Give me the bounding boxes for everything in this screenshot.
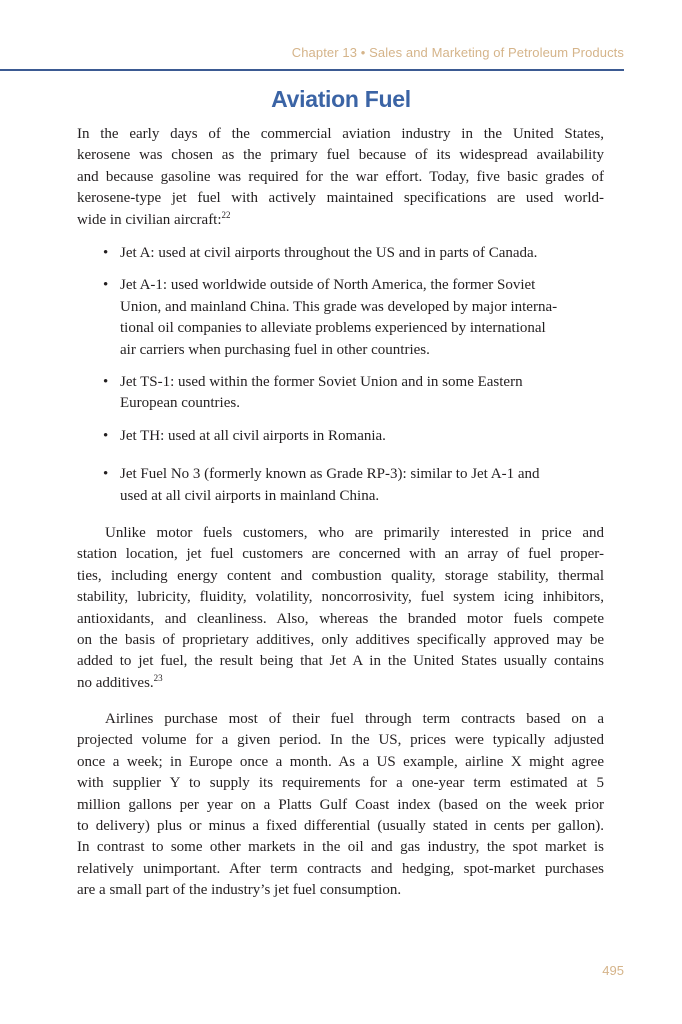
text-line: Unlike motor fuels customers, who are primarily interested in price and: [105, 525, 604, 541]
text-line: kerosene-type jet fuel with actively maintained specifications are used world-: [77, 190, 604, 207]
list-item-text: Jet A: used at civil airports throughout the US and in parts of Canada.: [120, 245, 538, 261]
bullet-icon: •: [103, 427, 109, 444]
section-title: Aviation Fuel: [271, 86, 411, 112]
text-line: relatively unimportant. After term contracts and hedging, spot-market purchases: [77, 860, 604, 877]
page-number: 495: [602, 963, 624, 978]
text-line: on the basis of proprietary additives, only additives specifically approved may be: [77, 632, 604, 649]
text-line-content: no additives.: [77, 674, 154, 691]
intro-paragraph: [77, 124, 604, 231]
text-line: once a week; in Europe once a month. As a US example, airline X might agree: [77, 753, 604, 770]
text-line: antioxidants, and cleanliness. Also, whereas the branded motor fuels compete: [77, 610, 604, 627]
text-line: with supplier Y to supply its requirements for a one-year term estimated at 5: [77, 775, 604, 792]
list-item-text: Jet Fuel No 3 (formerly known as Grade RP-3): similar to Jet A-1 and: [120, 466, 540, 483]
text-line: Airlines purchase most of their fuel through term contracts based on a: [105, 711, 604, 727]
bullet-icon: •: [103, 466, 109, 483]
footnote-ref: 23: [153, 672, 163, 683]
text-line: million gallons per year on a Platts Gulf Coast index (based on the week prior: [77, 796, 604, 813]
text-line: and because gasoline was required for the war effort. Today, five basic grades of: [77, 168, 604, 185]
grade-list: [103, 243, 603, 518]
text-line: kerosene was chosen as the primary fuel because of its widespread availability: [77, 147, 604, 164]
paragraph-customers: [77, 523, 604, 694]
paragraph-contracts: [77, 709, 604, 902]
list-item-text: tional oil companies to alleviate problems experienced by international: [120, 320, 546, 337]
text-line: projected volume for a given period. In the US, prices were typically adjusted: [77, 732, 604, 749]
text-line: [77, 210, 604, 231]
list-item-text: Union, and mainland China. This grade was developed by major interna-: [120, 298, 558, 315]
running-head: [0, 45, 624, 60]
text-line: [77, 673, 604, 694]
bullet-icon: •: [103, 374, 109, 391]
text-line: In the early days of the commercial aviation industry in the United States,: [77, 126, 604, 142]
list-item-text: Jet A-1: used worldwide outside of North America, the former Soviet: [120, 277, 536, 294]
text-line: added to jet fuel, the result being that Jet A in the United States usually contains: [77, 653, 604, 670]
text-line: station location, jet fuel customers are concerned with an array of fuel proper-: [77, 546, 604, 563]
list-item-text: Jet TH: used at all civil airports in Romania.: [120, 427, 386, 444]
header-rule: [0, 69, 624, 71]
section-label: Sales and Marketing of Petroleum Products: [369, 45, 624, 60]
text-line: to delivery) plus or minus a fixed differential (usually stated in cents per gallon).: [77, 818, 604, 835]
list-item-text: European countries.: [120, 395, 240, 412]
list-item-text: used at all civil airports in mainland China.: [120, 487, 380, 504]
list-item-text: air carriers when purchasing fuel in other countries.: [120, 341, 430, 358]
list-item: [103, 275, 603, 361]
text-line: ties, including energy content and combustion quality, storage stability, thermal: [77, 567, 604, 584]
header-separator: •: [360, 45, 366, 60]
text-line: are a small part of the industry’s jet fuel consumption.: [77, 882, 402, 899]
chapter-label: Chapter 13: [291, 45, 358, 60]
list-item: [103, 243, 603, 264]
list-item: [103, 464, 603, 507]
footnote-ref: 22: [221, 209, 231, 220]
list-item: [103, 426, 603, 447]
bullet-icon: •: [103, 245, 109, 261]
list-item: [103, 372, 603, 415]
text-line: In contrast to some other markets in the oil and gas industry, the spot market is: [77, 839, 604, 856]
list-item-text: Jet TS-1: used within the former Soviet Union and in some Eastern: [120, 374, 523, 391]
bullet-icon: •: [103, 277, 109, 294]
text-line-content: wide in civilian aircraft:: [77, 211, 222, 228]
text-line: stability, lubricity, fluidity, volatility, noncorrosivity, fuel system icing inhibitors,: [77, 589, 604, 606]
